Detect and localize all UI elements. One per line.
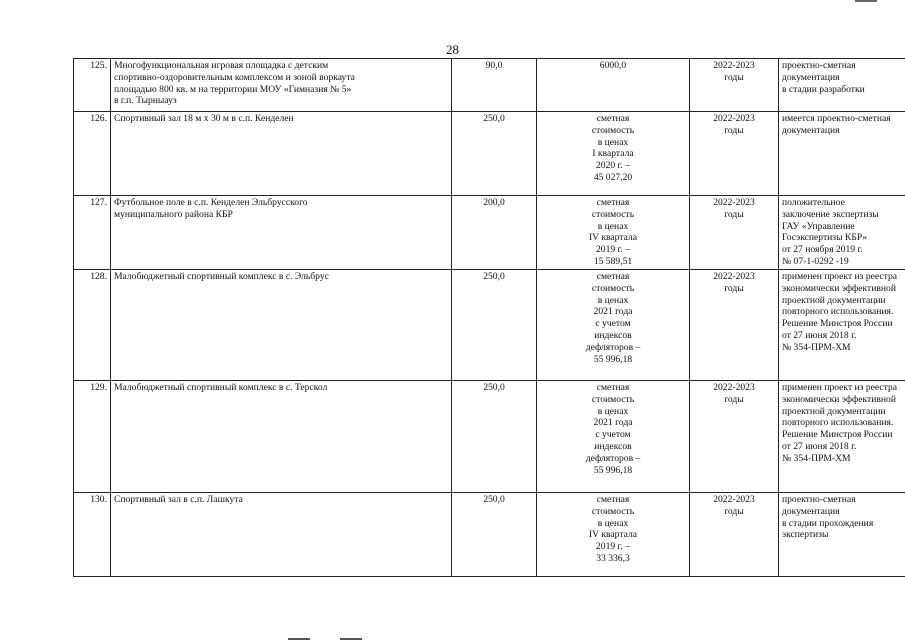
table-row [74, 196, 905, 270]
object-name: Спортивный зал 18 м х 30 м в с.п. Кенделен [111, 112, 452, 196]
period: 2022-2023 годы [690, 381, 779, 493]
documentation-status: проектно-сметная документация в стадии прохождения экспертизы [779, 493, 905, 577]
cost-value: 200,0 [452, 196, 537, 270]
total-cost: сметная стоимость в ценах 2021 года с учетом индексов дефляторов – 55 996,18 [537, 381, 690, 493]
row-number: 130. [74, 493, 111, 577]
row-number: 127. [74, 196, 111, 270]
table-row [74, 493, 905, 577]
object-name: Спортивный зал в с.п. Лашкута [111, 493, 452, 577]
total-cost: сметная стоимость в ценах IV квартала 2019 г. – 33 336,3 [537, 493, 690, 577]
total-cost: сметная стоимость в ценах IV квартала 2019 г. – 15 589,51 [537, 196, 690, 270]
row-number: 128. [74, 270, 111, 381]
total-cost: сметная стоимость в ценах I квартала 2020 г. – 45 027,20 [537, 112, 690, 196]
documentation-status: положительное заключение экспертизы ГАУ «Управление Госэкспертизы КБР» от 27 ноября 2019 г. № 07-1-0292 -19 [779, 196, 905, 270]
cost-value: 90,0 [452, 59, 537, 112]
cost-value: 250,0 [452, 270, 537, 381]
period: 2022-2023 годы [690, 493, 779, 577]
row-number: 129. [74, 381, 111, 493]
scan-mark-top [855, 0, 877, 2]
documentation-status: имеется проектно-сметная документация [779, 112, 905, 196]
total-cost: 6000,0 [537, 59, 690, 112]
documentation-status: применен проект из реестра экономически эффективной проектной документации повторного использования. Решение Минстроя России от 27 июня 2018 г. № 354-ПРМ-ХМ [779, 270, 905, 381]
period: 2022-2023 годы [690, 196, 779, 270]
projects-table [73, 58, 905, 577]
cost-value: 250,0 [452, 112, 537, 196]
period: 2022-2023 годы [690, 112, 779, 196]
table-row [74, 270, 905, 381]
total-cost: сметная стоимость в ценах 2021 года с учетом индексов дефляторов – 55 996,18 [537, 270, 690, 381]
period: 2022-2023 годы [690, 59, 779, 112]
row-number: 126. [74, 112, 111, 196]
cost-value: 250,0 [452, 381, 537, 493]
documentation-status: применен проект из реестра экономически эффективной проектной документации повторного использования. Решение Минстроя России от 27 июня 2018 г. № 354-ПРМ-ХМ [779, 381, 905, 493]
table-row [74, 381, 905, 493]
period: 2022-2023 годы [690, 270, 779, 381]
table-row [74, 112, 905, 196]
table-row [74, 59, 905, 112]
object-name: Футбольное поле в с.п. Кенделен Эльбрусского муниципального района КБР [111, 196, 452, 270]
row-number: 125. [74, 59, 111, 112]
object-name: Малобюджетный спортивный комплекс в с. Эльбрус [111, 270, 452, 381]
cost-value: 250,0 [452, 493, 537, 577]
object-name: Малобюджетный спортивный комплекс в с. Терскол [111, 381, 452, 493]
object-name: Многофункциональная игровая площадка с детским спортивно-оздоровительным комплексом и зоной воркаута площадью 800 кв. м на территории МОУ «Гимназия № 5» в г.п. Тырныауз [111, 59, 452, 112]
documentation-status: проектно-сметная документация в стадии разработки [779, 59, 905, 112]
page-number: 28 [446, 42, 459, 57]
